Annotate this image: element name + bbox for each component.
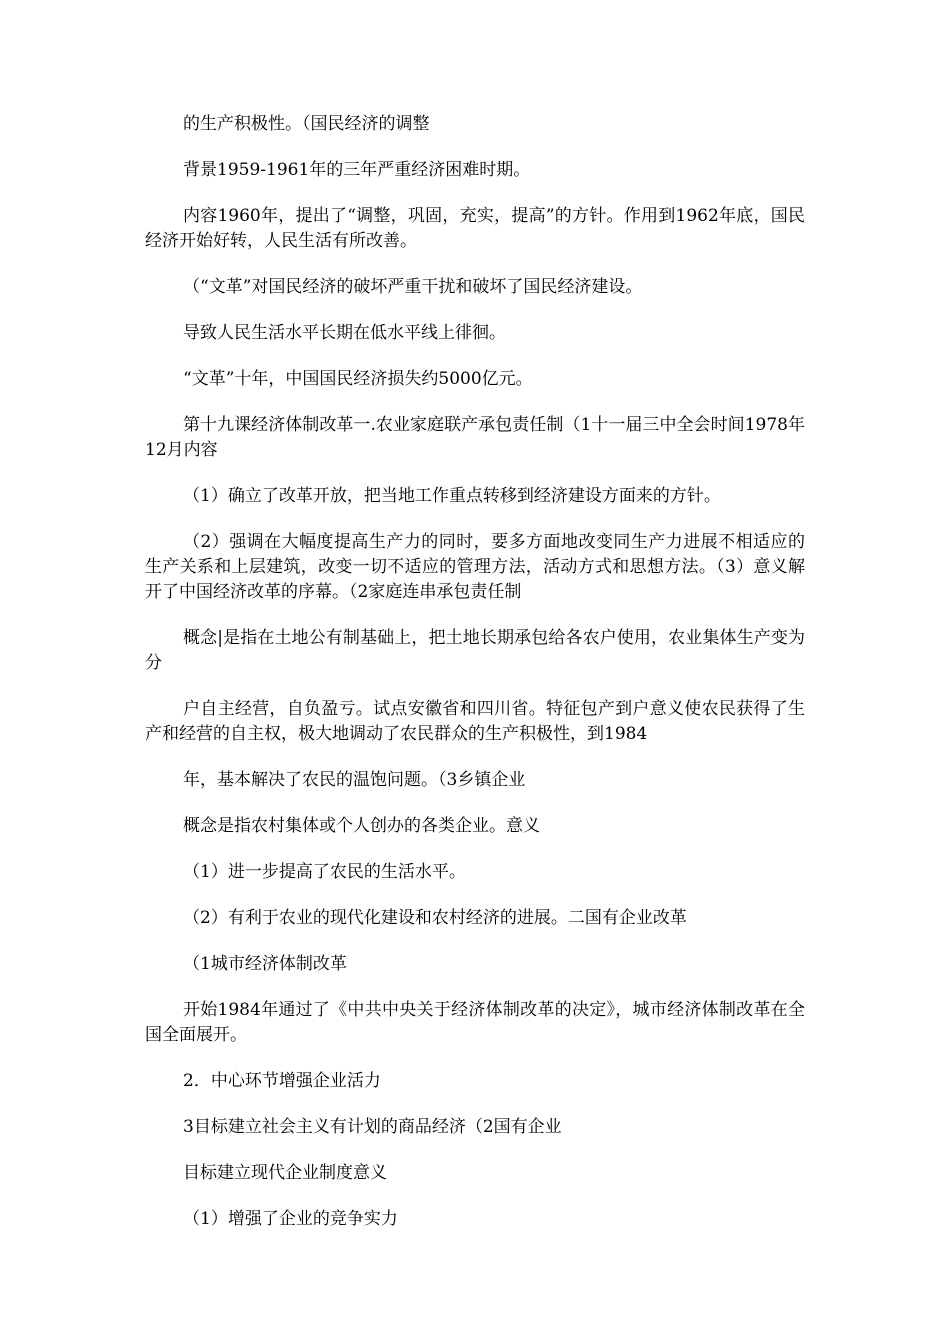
paragraph: “文革”十年，中国国民经济损失约5000亿元。 [183, 369, 533, 389]
paragraph: 导致人民生活水平长期在低水平线上徘徊。 [183, 323, 506, 343]
paragraph: （1）确立了改革开放，把当地工作重点转移到经济建设方面来的方针。 [183, 486, 721, 506]
paragraph: 概念是指农村集体或个人创办的各类企业。意义 [183, 816, 540, 836]
paragraph: （“文革”对国民经济的破坏严重干扰和破坏了国民经济建设。 [183, 277, 643, 297]
paragraph: 开始1984年通过了《中共中央关于经济体制改革的决定》，城市经济体制改革在全国全面展开。 [145, 1000, 805, 1045]
paragraph: 3目标建立社会主义有计划的商品经济（2国有企业 [183, 1117, 562, 1137]
paragraph: （1）进一步提高了农民的生活水平。 [183, 862, 466, 882]
paragraph: 背景1959-1961年的三年严重经济困难时期。 [183, 160, 531, 180]
paragraph: （2）强调在大幅度提高生产力的同时，要多方面地改变同生产力进展不相适应的生产关系和上层建筑，改变一切不适应的管理方法，活动方式和思想方法。（3）意义解开了中国经济改革的序幕。（2家庭连串承包责任制 [145, 532, 805, 602]
paragraph: （1）增强了企业的竞争实力 [183, 1209, 398, 1229]
paragraph: （2）有利于农业的现代化建设和农村经济的进展。二国有企业改革 [183, 908, 687, 928]
paragraph: 内容1960年，提出了“调整，巩固，充实，提高”的方针。作用到1962年底，国民经济开始好转，人民生活有所改善。 [145, 206, 805, 251]
document-body [145, 112, 805, 1253]
paragraph: 目标建立现代企业制度意义 [183, 1163, 387, 1183]
paragraph: 2．中心环节增强企业活力 [183, 1071, 381, 1091]
paragraph: 年，基本解决了农民的温饱问题。（3乡镇企业 [183, 770, 526, 790]
paragraph: 的生产积极性。（国民经济的调整 [183, 114, 430, 134]
paragraph: （1城市经济体制改革 [183, 954, 347, 974]
paragraph: 户自主经营，自负盈亏。试点安徽省和四川省。特征包产到户意义使农民获得了生产和经营的自主权，极大地调动了农民群众的生产积极性，到1984 [145, 699, 805, 744]
paragraph: 概念|是指在土地公有制基础上，把土地长期承包给各农户使用，农业集体生产变为分 [145, 628, 805, 673]
paragraph: 第十九课经济体制改革一.农业家庭联产承包责任制（1十一届三中全会时间1978年12月内容 [145, 415, 805, 460]
